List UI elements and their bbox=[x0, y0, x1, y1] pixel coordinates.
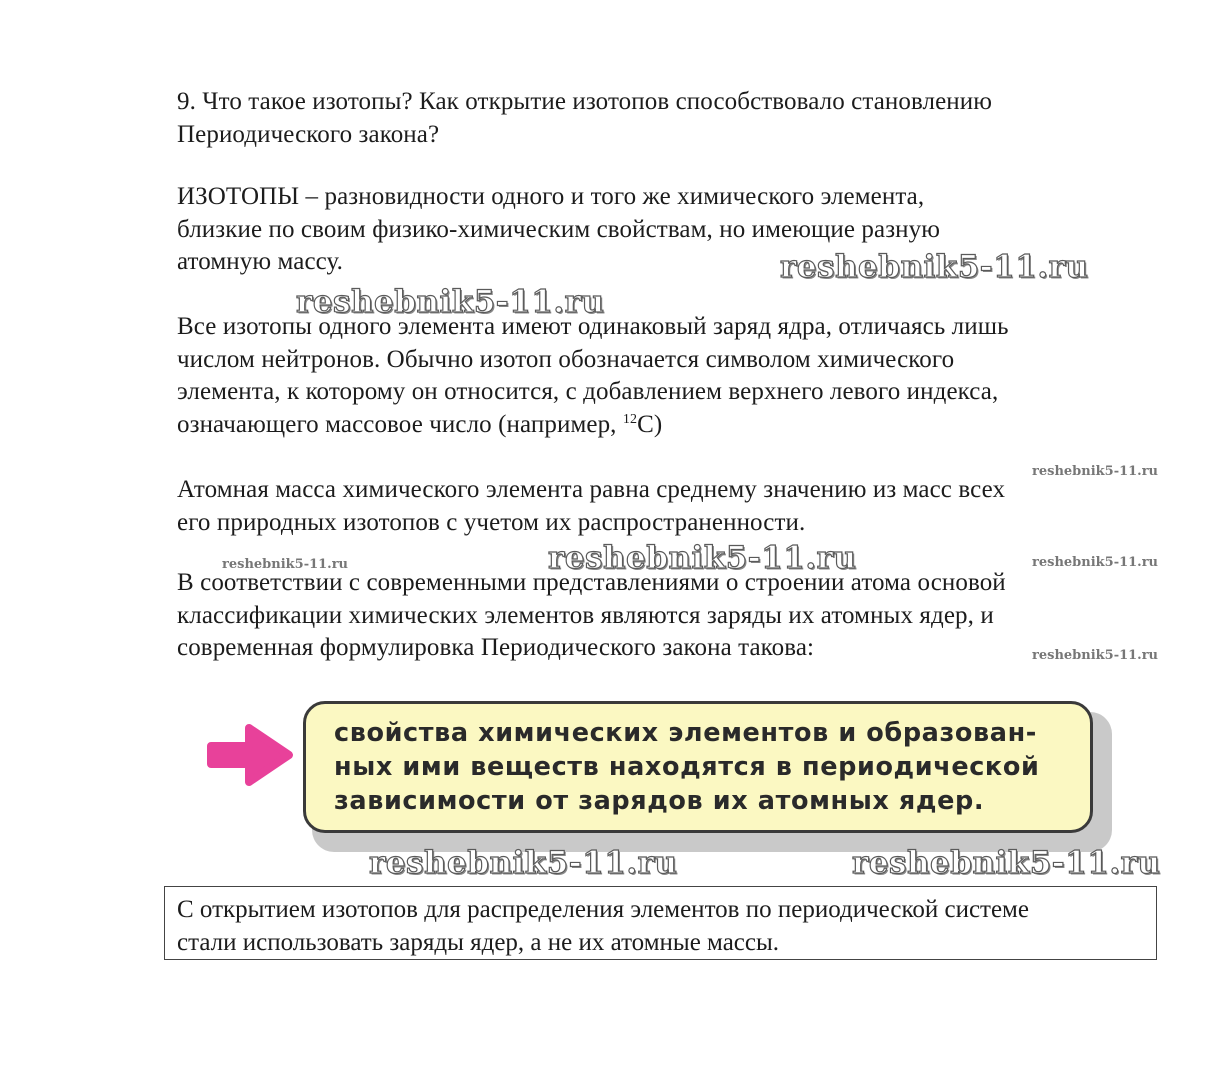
watermark: reshebnik5-11.ru bbox=[296, 284, 605, 320]
isotope-paragraph bbox=[177, 311, 1009, 441]
watermark-small: reshebnik5-11.ru bbox=[1032, 648, 1159, 663]
example-mass-number: 12 bbox=[622, 411, 638, 427]
watermark-small: reshebnik5-11.ru bbox=[1032, 555, 1159, 570]
atomic-mass-paragraph: Атомная масса химического элемента равна среднему значению из масс всех его природных изотопов с учетом их распространенности. bbox=[177, 476, 1006, 536]
watermark: reshebnik5-11.ru bbox=[548, 540, 857, 576]
watermark: reshebnik5-11.ru bbox=[780, 249, 1089, 285]
modern-paragraph: В соответствии с современными представлениями о строении атома основой классификации химических элементов являются заряды их атомных ядер, и современная формулировка Периодического закона такова: bbox=[177, 569, 1006, 662]
watermark-small: reshebnik5-11.ru bbox=[222, 557, 349, 572]
watermark-small: reshebnik5-11.ru bbox=[1032, 464, 1159, 479]
definition-term: ИЗОТОПЫ bbox=[177, 183, 300, 210]
pink-arrow-icon bbox=[205, 718, 295, 792]
question-text: 9. Что такое изотопы? Как открытие изотопов способствовало становлению Периодического закона? bbox=[177, 88, 993, 148]
isotope-paragraph-text: Все изотопы одного элемента имеют одинаковый заряд ядра, отличаясь лишь числом нейтронов. Обычно изотоп обозначается символом химического элемента, к которому он относится, с добавлением верхнего левого индекса, означающего массовое число (например, bbox=[177, 313, 1009, 438]
law-statement: свойства химических элементов и образован- ных ими веществ находятся в периодической зависимости от зарядов их атомных ядер. bbox=[334, 718, 1040, 816]
watermark: reshebnik5-11.ru bbox=[369, 845, 678, 881]
watermark: reshebnik5-11.ru bbox=[852, 845, 1161, 881]
example-closing: ) bbox=[653, 410, 663, 438]
answer-text: С открытием изотопов для распределения элементов по периодической системе стали использовать заряды ядер, а не их атомные массы. bbox=[177, 896, 1029, 956]
definition-text: – разновидности одного и того же химического элемента, близкие по своим физико-химическим свойствам, но имеющие разную атомную массу. bbox=[177, 183, 941, 276]
example-symbol: C bbox=[637, 410, 654, 438]
